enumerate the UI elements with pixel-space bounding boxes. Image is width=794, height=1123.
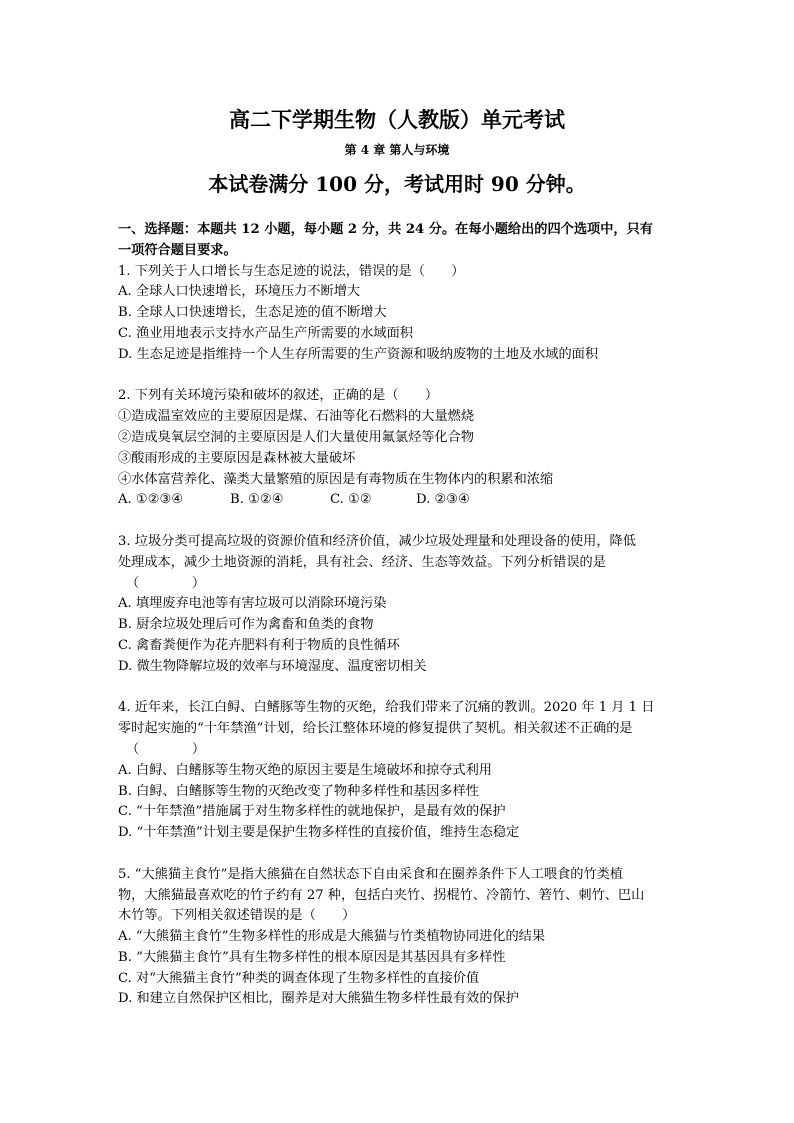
q5-option-b: B. “大熊猫主食竹”具有生物多样性的根本原因是其基因具有多样性	[118, 949, 506, 965]
q4-option-c: C. “十年禁渔”措施属于对生物多样性的就地保护，是最有效的保护	[118, 804, 506, 820]
q5-option-c: C. 对“大熊猫主食竹”种类的调查体现了生物多样性的直接价值	[118, 970, 480, 986]
q4-option-b: B. 白鲟、白鳍豚等生物的灭绝改变了物种多样性和基因多样性	[118, 783, 479, 799]
q1-option-a: A. 全球人口快速增长，环境压力不断增大	[118, 284, 361, 300]
q2-statement-3: ③酸雨形成的主要原因是森林被大量破坏	[118, 450, 356, 466]
chapter-subtitle: 第 4 章 第人与环境	[344, 143, 450, 157]
q2-statement-4: ④水体富营养化、藻类大量繁殖的原因是有毒物质在生物体内的积累和浓缩	[118, 471, 554, 487]
q1-option-c: C. 渔业用地表示支持水产品生产所需要的水域面积	[118, 325, 413, 341]
q5-option-a: A. “大熊猫主食竹”生物多样性的形成是大熊猫与竹类植物协同进化的结果	[118, 929, 546, 945]
q5-stem-line3: 木竹等。下列相关叙述错误的是（ ）	[118, 908, 356, 924]
q4-answer-paren: （ ）	[126, 741, 206, 757]
q1-option-d: D. 生态足迹是指维持一个人生存所需要的生产资源和吸纳废物的土地及水域的面积	[118, 346, 599, 362]
q1-option-b: B. 全球人口快速增长，生态足迹的值不断增大	[118, 305, 387, 321]
q2-statement-1: ①造成温室效应的主要原因是煤、石油等化石燃料的大量燃烧	[118, 409, 475, 425]
q2-statement-2: ②造成臭氧层空洞的主要原因是人们大量使用氟氯烃等化合物	[118, 429, 475, 445]
q2-stem: 2. 下列有关环境污染和破坏的叙述，正确的是（ ）	[118, 388, 439, 404]
question-content	[118, 220, 678, 1010]
q2-options	[118, 490, 678, 511]
q5-stem-line1: 5. “大熊猫主食竹”是指大熊猫在自然状态下自由采食和在圈养条件下人工喂食的竹类植	[118, 866, 624, 882]
q4-option-a: A. 白鲟、白鳍豚等生物灭绝的原因主要是生境破坏和掠夺式利用	[118, 762, 492, 778]
q3-stem-line1: 3. 垃圾分类可提高垃圾的资源价值和经济价值，减少垃圾处理量和处理设备的使用，降低	[118, 533, 636, 549]
q3-option-a: A. 填埋废弃电池等有害垃圾可以消除环境污染	[118, 596, 387, 612]
q1-stem: 1. 下列关于人口增长与生态足迹的说法，错误的是（ ）	[118, 263, 465, 279]
section-heading-line2: 一项符合题目要求。	[118, 242, 237, 258]
exam-title: 高二下学期生物（人教版）单元考试	[229, 107, 565, 132]
q4-option-d: D. “十年禁渔”计划主要是保护生物多样性的直接价值，维持生态稳定	[118, 825, 520, 841]
q3-answer-paren: （ ）	[126, 575, 206, 591]
q4-stem-line2: 零时起实施的“十年禁渔”计划，给长江整体环境的修复提供了契机。相关叙述不正确的是	[118, 721, 633, 737]
q4-stem-line1: 4. 近年来，长江白鲟、白鳍豚等生物的灭绝，给我们带来了沉痛的教训。2020 年 1 月 1 日	[118, 700, 655, 716]
q2-option-c: C. ①②	[330, 492, 372, 508]
section-heading-line1: 一、选择题：本题共 12 小题，每小题 2 分，共 24 分。在每小题给出的四个选项中，只有	[118, 222, 653, 237]
q3-stem-line2: 处理成本，减少土地资源的消耗，具有社会、经济、生态等效益。下列分析错误的是	[118, 554, 606, 570]
q5-option-d: D. 和建立自然保护区相比，圈养是对大熊猫生物多样性最有效的保护	[118, 991, 519, 1007]
q3-option-b: B. 厨余垃圾处理后可作为禽畜和鱼类的食物	[118, 617, 374, 633]
exam-notice: 本试卷满分 100 分，考试用时 90 分钟。	[208, 172, 586, 196]
q3-option-c: C. 禽畜粪便作为花卉肥料有利于物质的良性循环	[118, 637, 400, 653]
q2-option-d: D. ②③④	[416, 492, 470, 508]
q2-option-b: B. ①②④	[230, 492, 284, 508]
q3-option-d: D. 微生物降解垃圾的效率与环境湿度、温度密切相关	[118, 658, 427, 674]
q5-stem-line2: 物，大熊猫最喜欢吃的竹子约有 27 种，包括白夹竹、拐棍竹、冷箭竹、箬竹、刺竹、巴山	[118, 887, 645, 903]
q2-option-a: A. ①②③④	[118, 492, 184, 508]
